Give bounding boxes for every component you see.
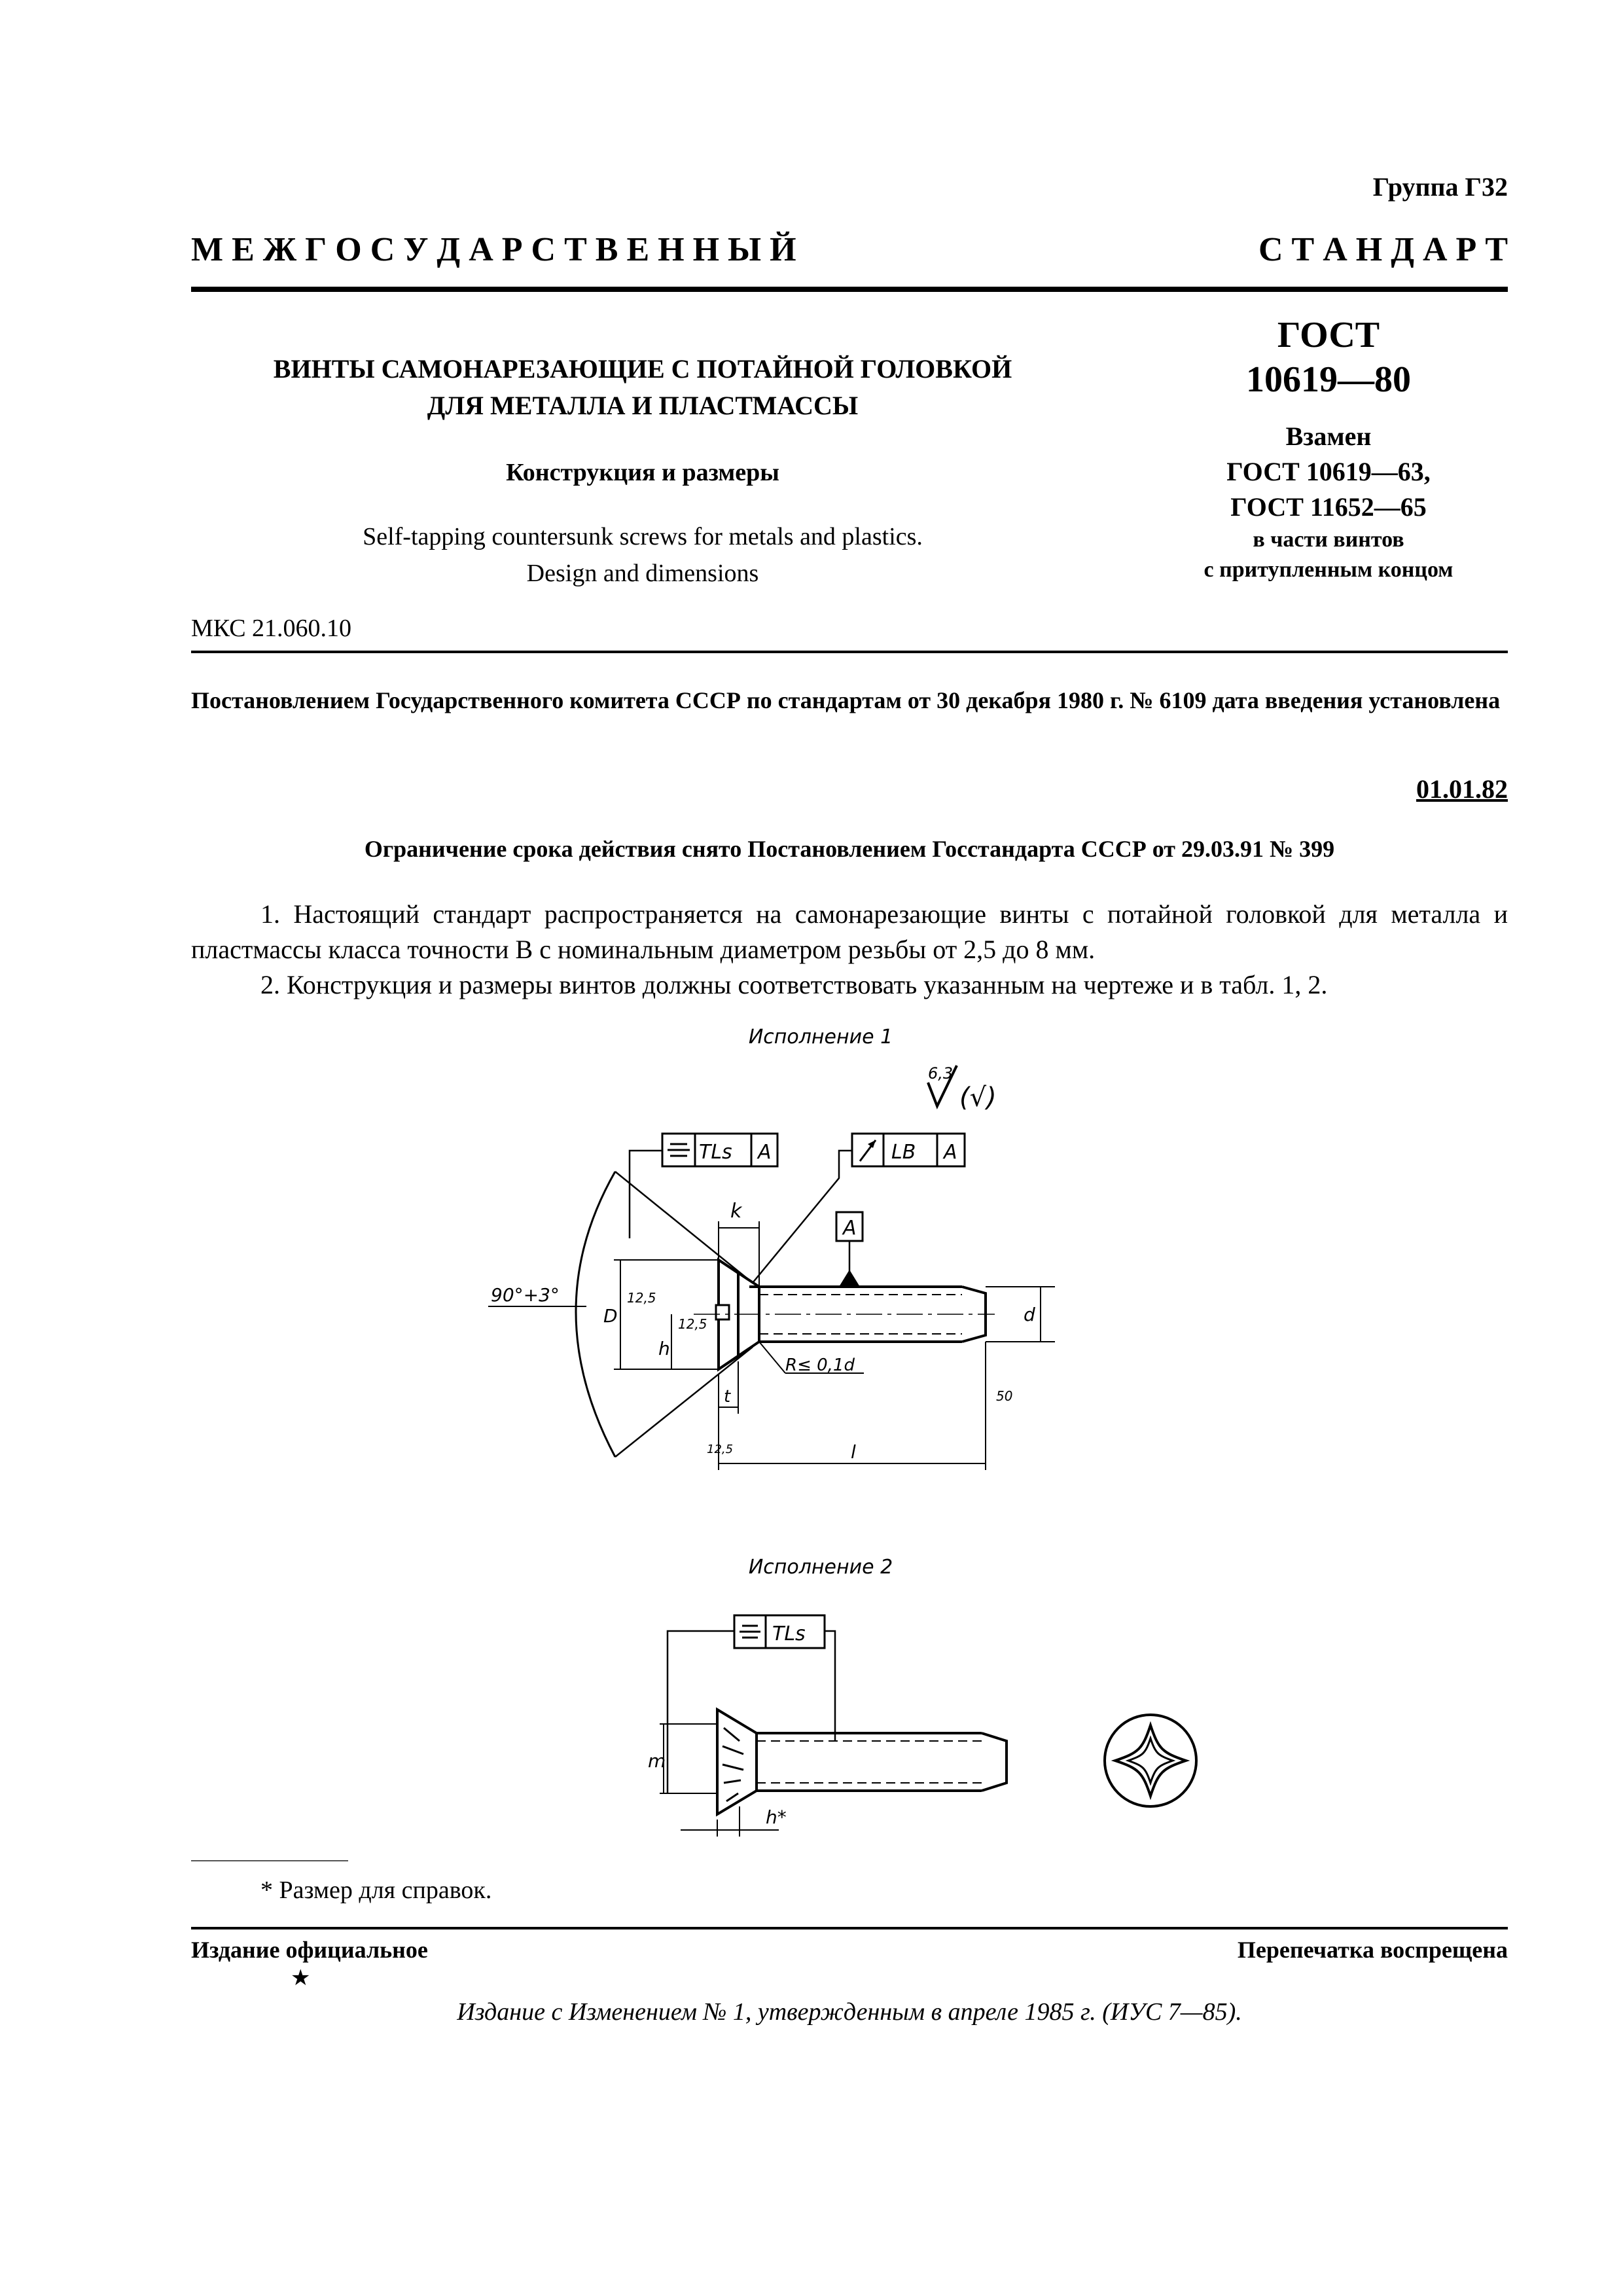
tolerance-frame-1 <box>662 1134 777 1166</box>
cross-recess-icon <box>1105 1715 1196 1806</box>
roughness-end: 50 <box>996 1388 1013 1404</box>
dim-h: h <box>658 1338 670 1359</box>
roughness-slot: 12,5 <box>707 1443 734 1456</box>
gost-note-1: в части винтов <box>1253 528 1404 552</box>
dim-D: D <box>603 1305 618 1327</box>
standard-banner <box>191 230 1508 269</box>
paragraph-1: 1. Настоящий стандарт распространяется на самонарезающие винты с потайной головкой для металла и пластмассы класса точности В с номинальным диаметром резьбы от 2,5 до 8 мм. <box>191 899 1508 964</box>
dim-h-star: h* <box>766 1806 787 1828</box>
tolerance-1-datum: A <box>758 1141 772 1164</box>
screw-drawing-2 <box>717 1710 1007 1814</box>
official-edition: Издание официальное <box>191 1937 428 1963</box>
english-title-line-2: Design and dimensions <box>526 560 759 587</box>
document-subtitle: Конструкция и размеры <box>506 459 779 486</box>
tolerance-frame-3 <box>734 1615 825 1648</box>
drawing1-caption: Исполнение 1 <box>748 1026 893 1049</box>
english-title <box>191 518 1094 592</box>
gost-label: ГОСТ <box>1277 315 1380 355</box>
title-line-1: ВИНТЫ САМОНАРЕЗАЮЩИЕ С ПОТАЙНОЙ ГОЛОВКОЙ <box>273 354 1012 384</box>
tolerance-3-value: TLs <box>772 1623 806 1645</box>
top-rule <box>191 287 1508 292</box>
gost-replaces: Взамен <box>1285 422 1372 451</box>
star-icon: ★ <box>291 1966 311 1990</box>
gost-box <box>1145 313 1512 585</box>
tolerance-frame-2 <box>852 1134 965 1166</box>
roughness-head-2: 12,5 <box>678 1316 707 1332</box>
runout-arrow-icon <box>860 1140 876 1161</box>
drawing2-caption: Исполнение 2 <box>748 1556 893 1579</box>
tolerance-2-datum: A <box>944 1141 957 1164</box>
footer-rule <box>191 1927 1508 1929</box>
edition-note: Издание с Изменением № 1, утвержденным в апреле 1985 г. (ИУС 7—85). <box>457 1998 1242 2026</box>
radius-note: R≤ 0,1d <box>785 1355 855 1375</box>
roughness-head-1: 12,5 <box>627 1290 656 1306</box>
gost-replaced-2: ГОСТ 11652—65 <box>1230 492 1427 522</box>
dim-m: m <box>648 1750 666 1772</box>
tolerance-2-value: LB <box>891 1141 916 1164</box>
gost-number: 10619—80 <box>1246 359 1411 400</box>
gost-note-2: с притупленным концом <box>1204 558 1454 582</box>
banner-word-standard: С Т А Н Д А Р Т <box>1258 231 1508 268</box>
drawing-variant-1 <box>458 1008 1139 1505</box>
paragraph-2: 2. Конструкция и размеры винтов должны соответствовать указанным на чертеже и в табл. 1, 2. <box>260 970 1328 999</box>
tolerance-1-value: TLs <box>699 1141 732 1164</box>
symmetry-icon <box>668 1144 690 1156</box>
dim-k: k <box>730 1200 742 1223</box>
english-title-line-1: Self-tapping countersunk screws for metals and plastics. <box>363 523 923 550</box>
roughness-paren: (√) <box>959 1083 997 1113</box>
intro-date: 01.01.82 <box>1416 774 1508 804</box>
drawing-variant-2 <box>628 1538 1204 1846</box>
mks-code: МКС 21.060.10 <box>191 615 352 642</box>
roughness-general-value: 6,3 <box>928 1064 954 1083</box>
angle-label: 90°+3° <box>491 1284 560 1306</box>
limitation-text: Ограничение срока действия снято Постановлением Госстандарта СССР от 29.03.91 № 399 <box>364 836 1335 862</box>
footnote-rule <box>191 1860 348 1861</box>
banner-word-interstate: М Е Ж Г О С У Д А Р С Т В Е Н Н Ы Й <box>191 231 796 268</box>
mks-rule <box>191 651 1508 653</box>
footnote: * Размер для справок. <box>260 1876 492 1904</box>
dim-l: l <box>851 1441 856 1463</box>
datum-label: A <box>843 1217 857 1240</box>
dim-d: d <box>1024 1304 1035 1325</box>
document-title <box>191 351 1094 424</box>
group-label: Группа Г32 <box>1372 172 1508 202</box>
gost-replaced-1: ГОСТ 10619—63, <box>1226 457 1431 486</box>
symmetry-icon <box>740 1626 760 1638</box>
screw-drawing-1 <box>694 1260 995 1369</box>
datum-triangle-icon <box>839 1270 860 1287</box>
title-line-2: ДЛЯ МЕТАЛЛА И ПЛАСТМАССЫ <box>427 391 859 420</box>
decree-text: Постановлением Государственного комитета СССР по стандартам от 30 декабря 1980 г. № 6109 дата введения установлена <box>191 687 1501 713</box>
reprint-prohibited: Перепечатка воспрещена <box>1237 1937 1508 1963</box>
dim-t: t <box>724 1387 731 1407</box>
